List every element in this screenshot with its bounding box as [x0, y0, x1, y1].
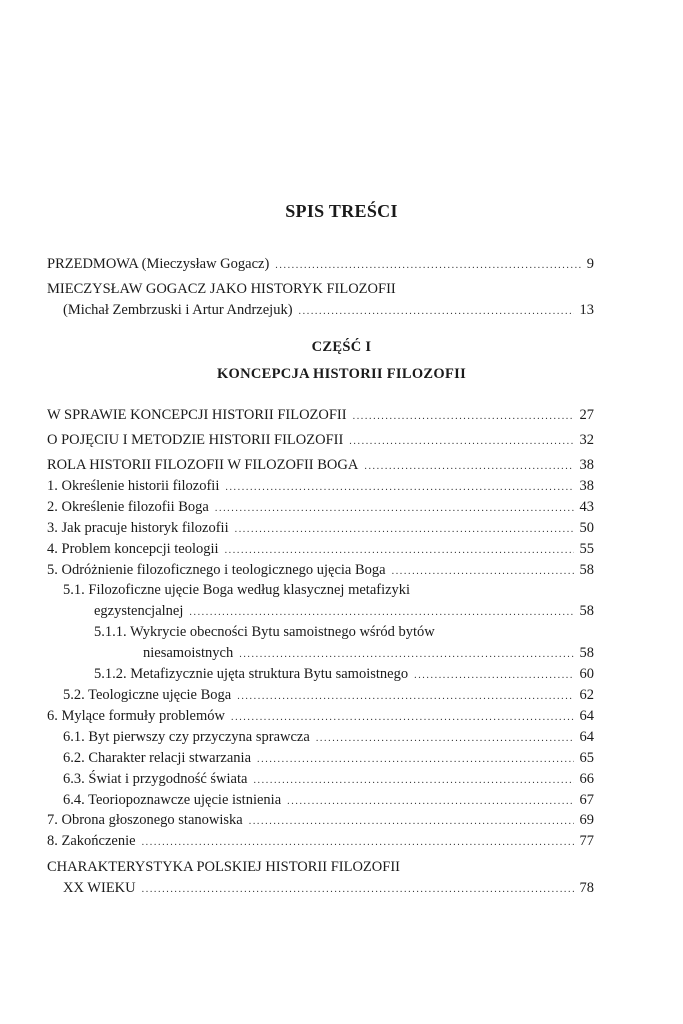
toc-page-number: 67 — [579, 792, 594, 808]
toc-entry-text: 8. Zakończenie — [47, 833, 136, 849]
toc-leader-dots — [225, 541, 574, 561]
toc-entry-text: 5. Odróżnienie filozoficznego i teologicznego ujęcia Boga — [47, 562, 386, 578]
toc-leader-dots — [253, 771, 573, 791]
toc-entry-preface[interactable] — [47, 254, 594, 274]
toc-entry-s5-1-line1[interactable]: 5.1. Filozoficzne ujęcie Boga według klasycznej metafizyki — [63, 582, 411, 598]
toc-page-number: 58 — [579, 645, 594, 661]
toc-entry-text: 6.4. Teoriopoznawcze ujęcie istnienia — [63, 792, 282, 808]
toc-leader-dots — [142, 833, 574, 853]
toc-leader-dots — [349, 432, 573, 452]
toc-entry-text: 4. Problem koncepcji teologii — [47, 541, 219, 557]
toc-entry-text: (Michał Zembrzuski i Artur Andrzejuk) — [63, 302, 293, 318]
toc-entry-text: 5.1.2. Metafizycznie ujęta struktura Bytu samoistnego — [94, 666, 409, 682]
toc-leader-dots — [353, 407, 574, 427]
toc-page-number: 50 — [579, 520, 594, 536]
toc-entry-text: 2. Określenie filozofii Boga — [47, 499, 209, 515]
toc-page-number: 78 — [579, 880, 594, 896]
toc-entry-s4[interactable] — [47, 539, 594, 559]
toc-entry-s8[interactable] — [47, 831, 594, 851]
toc-entry-text: PRZEDMOWA (Mieczysław Gogacz) — [47, 256, 270, 272]
toc-leader-dots — [275, 256, 580, 276]
toc-entry-text: egzystencjalnej — [94, 603, 184, 619]
toc-page-number: 60 — [579, 666, 594, 682]
page-title: SPIS TREŚCI — [285, 201, 398, 221]
toc-leader-dots — [189, 603, 573, 623]
toc-leader-dots — [287, 792, 573, 812]
toc-entry-text: 7. Obrona głoszonego stanowiska — [47, 812, 243, 828]
toc-page-number: 77 — [579, 833, 594, 849]
toc-entry-pojecie[interactable] — [47, 430, 594, 450]
toc-page-number: 9 — [586, 256, 594, 272]
toc-page-number: 64 — [579, 708, 594, 724]
toc-entry-text: niesamoistnych — [143, 645, 234, 661]
toc-page-number: 13 — [579, 302, 594, 318]
toc-leader-dots — [237, 687, 573, 707]
toc-entry-rola[interactable] — [47, 455, 594, 475]
toc-entry-text: XX WIEKU — [63, 880, 136, 896]
toc-page-number: 64 — [579, 729, 594, 745]
toc-leader-dots — [249, 812, 574, 832]
toc-leader-dots — [257, 750, 573, 770]
toc-entry-s5-1-1[interactable] — [143, 643, 594, 663]
toc-entry-gogacz[interactable] — [63, 300, 594, 320]
toc-entry-s3[interactable] — [47, 518, 594, 538]
toc-entry-s6[interactable] — [47, 706, 594, 726]
toc-entry-charakt-line1[interactable]: CHARAKTERYSTYKA POLSKIEJ HISTORII FILOZOFII — [47, 859, 400, 875]
toc-leader-dots — [235, 520, 574, 540]
toc-entry-text: 6. Mylące formuły problemów — [47, 708, 225, 724]
toc-entry-text: W SPRAWIE KONCEPCJI HISTORII FILOZOFII — [47, 407, 347, 423]
toc-entry-text: O POJĘCIU I METODZIE HISTORII FILOZOFII — [47, 432, 344, 448]
toc-page-number: 58 — [579, 562, 594, 578]
toc-entry-text: 1. Określenie historii filozofii — [47, 478, 220, 494]
toc-leader-dots — [225, 478, 573, 498]
toc-entry-s2[interactable] — [47, 497, 594, 517]
toc-entry-text: 3. Jak pracuje historyk filozofii — [47, 520, 229, 536]
part-title: KONCEPCJA HISTORII FILOZOFII — [216, 366, 467, 382]
toc-entry-s5-1-1-line1[interactable]: 5.1.1. Wykrycie obecności Bytu samoistnego wśród bytów — [94, 624, 435, 640]
toc-entry-s5-1-2[interactable] — [94, 664, 594, 684]
toc-entry-text: ROLA HISTORII FILOZOFII W FILOZOFII BOGA — [47, 457, 359, 473]
toc-leader-dots — [414, 666, 573, 686]
toc-leader-dots — [316, 729, 574, 749]
toc-leader-dots — [299, 302, 574, 322]
toc-leader-dots — [239, 645, 573, 665]
toc-page-number: 69 — [579, 812, 594, 828]
toc-page-number: 58 — [579, 603, 594, 619]
toc-page-number: 32 — [579, 432, 594, 448]
toc-entry-s5-2[interactable] — [63, 685, 594, 705]
toc-entry-s5[interactable] — [47, 560, 594, 580]
toc-entry-s5-1[interactable] — [94, 601, 594, 621]
toc-entry-text: 6.1. Byt pierwszy czy przyczyna sprawcza — [63, 729, 310, 745]
toc-entry-gogacz-line1[interactable]: MIECZYSŁAW GOGACZ JAKO HISTORYK FILOZOFII — [47, 281, 396, 297]
toc-page-number: 38 — [579, 457, 594, 473]
toc-leader-dots — [142, 880, 574, 900]
toc-entry-s6-3[interactable] — [63, 769, 594, 789]
toc-entry-s7[interactable] — [47, 810, 594, 830]
toc-entry-charakt[interactable] — [63, 878, 594, 898]
toc-page-number: 43 — [579, 499, 594, 515]
toc-leader-dots — [364, 457, 573, 477]
toc-entry-s6-4[interactable] — [63, 790, 594, 810]
part-label: CZĘŚĆ I — [311, 339, 372, 355]
toc-entry-s1[interactable] — [47, 476, 594, 496]
toc-page-number: 27 — [579, 407, 594, 423]
toc-page-number: 55 — [579, 541, 594, 557]
toc-leader-dots — [231, 708, 574, 728]
toc-page-number: 62 — [579, 687, 594, 703]
toc-entry-koncepcja[interactable] — [47, 405, 594, 425]
toc-leader-dots — [392, 562, 574, 582]
toc-page-number: 66 — [579, 771, 594, 787]
toc-page-number: 38 — [579, 478, 594, 494]
toc-entry-text: 5.2. Teologiczne ujęcie Boga — [63, 687, 232, 703]
toc-entry-s6-2[interactable] — [63, 748, 594, 768]
toc-entry-text: 6.3. Świat i przygodność świata — [63, 771, 248, 787]
toc-leader-dots — [215, 499, 574, 519]
toc-entry-s6-1[interactable] — [63, 727, 594, 747]
toc-page-number: 65 — [579, 750, 594, 766]
toc-entry-text: 6.2. Charakter relacji stwarzania — [63, 750, 252, 766]
